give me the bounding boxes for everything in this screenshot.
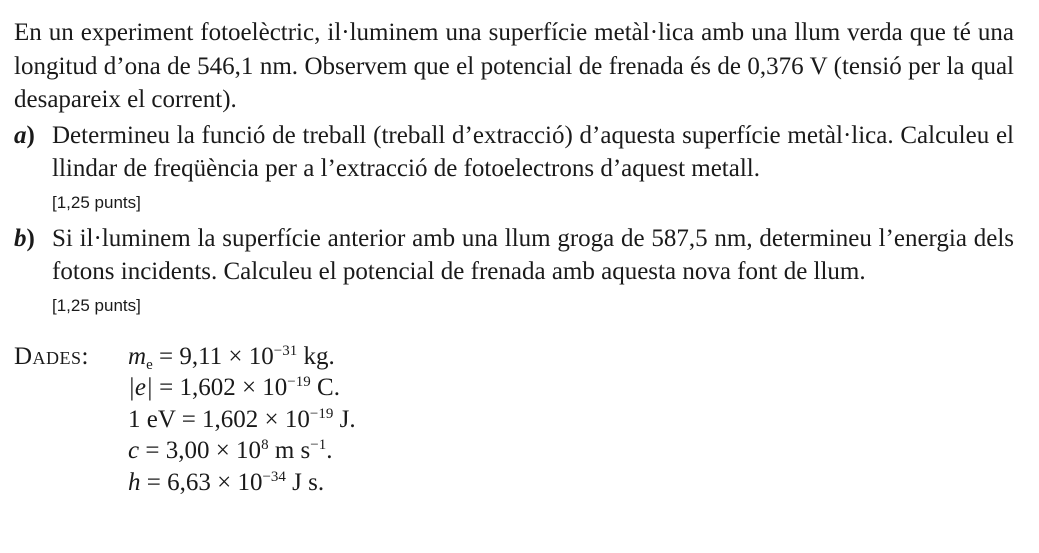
data-row-electron-charge: $|e| = 1,602 \times 10^{-19}$ C. xyxy=(128,374,340,401)
part-b-text: Si il·luminem la superfície anterior amb una llum groga de 587,5 nm, determineu l’energia dels fotons incidents. Calculeu el potencial de frenada amb aquesta nova font de llum. xyxy=(52,224,1014,285)
part-a-text: Determineu la funció de treball (treball d’extracció) d’aquesta superfície metàl·lica. Calculeu el llindar de freqüència per a l’extracció de fotoelectrons d’aquest metall. xyxy=(52,121,1014,182)
problem-page xyxy=(14,16,1014,498)
data-section xyxy=(14,341,1014,499)
part-a-label: a) xyxy=(14,121,35,149)
part-b-points: [1,25 punts] xyxy=(52,295,141,315)
part-b xyxy=(14,222,1014,317)
data-row-speed-of-light: $c = 3,00 \times 10^8$ m $s^{-1}$. xyxy=(128,437,333,464)
data-row-electronvolt: 1 eV = $1,602 \times 10^{-19}$ J. xyxy=(128,405,356,433)
data-list xyxy=(128,341,1014,499)
problem-statement: En un experiment fotoelèctric, il·luminem una superfície metàl·lica amb una llum verda que té una longitud d’ona de 546,1 nm. Observem que el potencial de frenada és de 0,376 V (tensió per la qual desapareix el corrent). xyxy=(14,19,1014,113)
part-a-points: [1,25 punts] xyxy=(52,192,141,212)
part-a xyxy=(14,119,1014,214)
data-row-electron-mass: $m_e = 9,11 \times 10^{-31}$ kg. xyxy=(128,342,335,373)
data-row-planck-constant: $h = 6,63 \times 10^{-34}$ J s. xyxy=(128,468,325,496)
data-label: Dades: xyxy=(14,342,90,370)
part-b-label: b) xyxy=(14,224,35,252)
